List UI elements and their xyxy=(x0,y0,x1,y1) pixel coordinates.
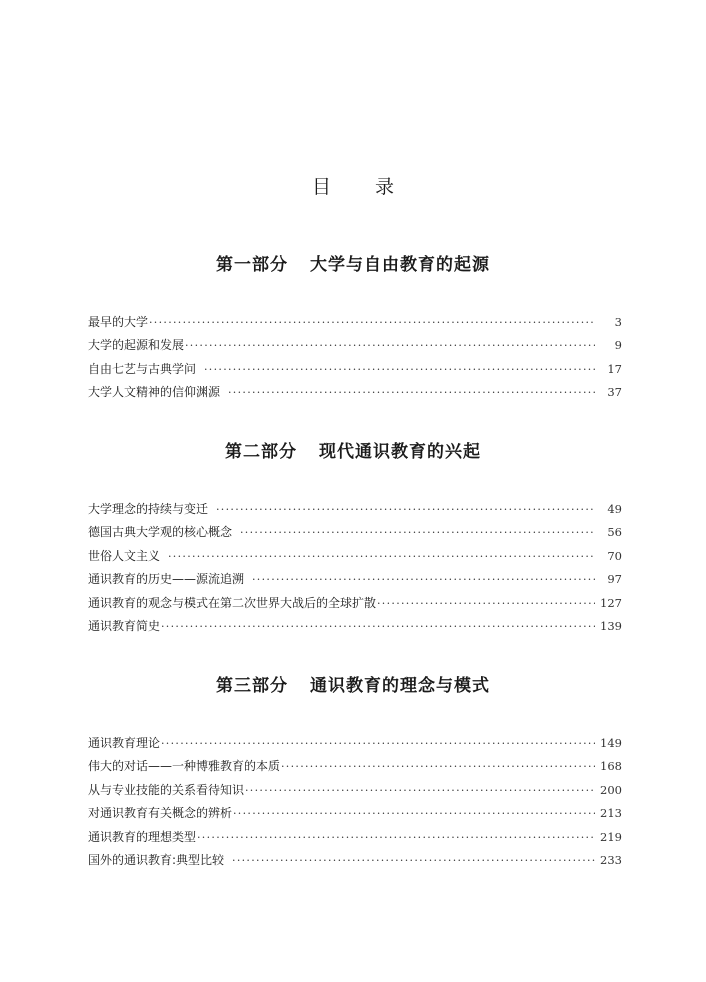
page-number: 168 xyxy=(600,759,622,774)
part-name: 通识教育的理念与模式 xyxy=(310,676,490,696)
page-number: 149 xyxy=(600,736,622,750)
part-heading-2 xyxy=(0,440,706,464)
toc-entry[interactable] xyxy=(88,334,622,357)
toc-list-part-2 xyxy=(88,498,622,638)
dot-leader xyxy=(168,545,595,568)
page-number: 37 xyxy=(607,385,622,400)
dot-leader xyxy=(228,381,595,404)
toc-entry[interactable] xyxy=(88,826,622,849)
toc-entry[interactable] xyxy=(88,802,622,825)
part-number: 第三部分 xyxy=(216,676,288,696)
page-number: 219 xyxy=(600,829,622,844)
toc-entry[interactable] xyxy=(88,615,622,638)
part-name: 现代通识教育的兴起 xyxy=(319,442,481,462)
entry-title: 通识教育简史 xyxy=(88,618,161,633)
toc-list-part-1 xyxy=(88,311,622,405)
entry-title: 通识教育理论 xyxy=(88,736,161,750)
entry-title: 伟大的对话——一种博雅教育的本质 xyxy=(88,759,281,774)
toc-list-part-3 xyxy=(88,732,622,872)
dot-leader xyxy=(161,615,595,638)
page-title-char-2: 录 xyxy=(375,176,395,198)
page-title-char-1: 目 xyxy=(311,176,331,198)
dot-leader xyxy=(185,334,595,357)
page-number: 17 xyxy=(607,361,622,376)
toc-entry[interactable] xyxy=(88,755,622,778)
entry-title: 通识教育的历史——源流追溯 xyxy=(88,572,245,587)
part-name: 大学与自由教育的起源 xyxy=(310,255,490,275)
page-title xyxy=(0,172,706,202)
part-number: 第一部分 xyxy=(216,255,288,275)
entry-title: 最早的大学 xyxy=(88,315,149,329)
entry-title: 对通识教育有关概念的辨析 xyxy=(88,806,233,821)
page-number: 127 xyxy=(600,595,622,610)
entry-title: 通识教育的理想类型 xyxy=(88,829,197,844)
page-number: 70 xyxy=(607,548,622,563)
dot-leader xyxy=(252,568,595,591)
page-number: 97 xyxy=(607,572,622,587)
dot-leader xyxy=(377,592,595,615)
page-number: 139 xyxy=(600,618,622,633)
dot-leader xyxy=(149,311,595,334)
dot-leader xyxy=(245,779,595,802)
entry-title: 大学理念的持续与变迁 xyxy=(88,502,209,516)
entry-title: 国外的通识教育:典型比较 xyxy=(88,852,225,867)
toc-entry[interactable] xyxy=(88,498,622,521)
entry-title: 通识教育的观念与模式在第二次世界大战后的全球扩散 xyxy=(88,595,377,610)
toc-entry[interactable] xyxy=(88,592,622,615)
page-number: 200 xyxy=(600,782,622,797)
toc-entry[interactable] xyxy=(88,358,622,381)
entry-title: 大学的起源和发展 xyxy=(88,338,185,353)
dot-leader xyxy=(233,802,595,825)
toc-entry[interactable] xyxy=(88,311,622,334)
entry-title: 德国古典大学观的核心概念 xyxy=(88,525,233,540)
page-number: 213 xyxy=(600,806,622,821)
part-heading-3 xyxy=(0,674,706,698)
entry-title: 大学人文精神的信仰渊源 xyxy=(88,385,221,400)
part-number: 第二部分 xyxy=(225,442,297,462)
page-number: 9 xyxy=(614,338,622,353)
toc-entry[interactable] xyxy=(88,849,622,872)
dot-leader xyxy=(161,732,595,755)
dot-leader xyxy=(281,755,595,778)
toc-entry[interactable] xyxy=(88,779,622,802)
dot-leader xyxy=(216,498,595,521)
page-number: 3 xyxy=(614,315,622,329)
entry-title: 自由七艺与古典学问 xyxy=(88,361,197,376)
entry-title: 世俗人文主义 xyxy=(88,548,161,563)
dot-leader xyxy=(232,849,595,872)
dot-leader xyxy=(197,826,595,849)
part-heading-1 xyxy=(0,253,706,277)
toc-entry[interactable] xyxy=(88,568,622,591)
toc-entry[interactable] xyxy=(88,381,622,404)
page-number: 56 xyxy=(607,525,622,540)
page-number: 49 xyxy=(607,502,622,516)
dot-leader xyxy=(240,521,595,544)
toc-entry[interactable] xyxy=(88,732,622,755)
page-number: 233 xyxy=(600,852,622,867)
entry-title: 从与专业技能的关系看待知识 xyxy=(88,782,245,797)
dot-leader xyxy=(204,358,595,381)
toc-entry[interactable] xyxy=(88,545,622,568)
toc-entry[interactable] xyxy=(88,521,622,544)
